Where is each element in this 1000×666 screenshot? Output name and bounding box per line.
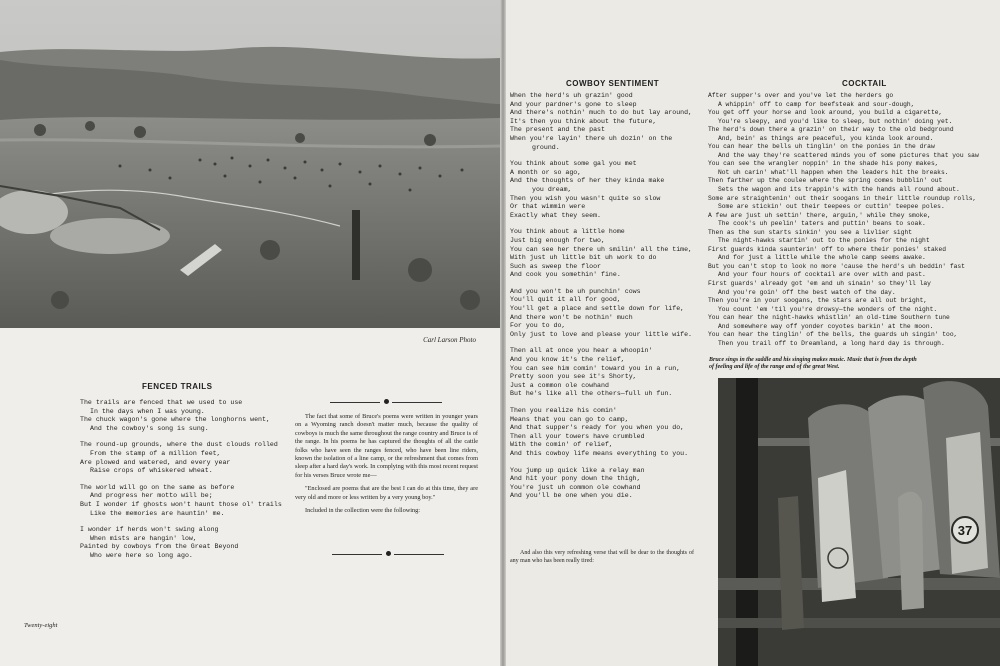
- stanza: [510, 228, 692, 280]
- poem-line: You think about some gal you met: [510, 160, 637, 168]
- saddles-on-fence-photo: [718, 378, 1000, 666]
- poem-line: Some are straightenin' out their soogans in their little roundup rolls,: [708, 194, 977, 202]
- poem-line: Just a common ole cowhand: [510, 381, 609, 389]
- poem-line: A whippin' off to camp for beefsteak and sour-dough,: [718, 100, 915, 108]
- poem-line: But you can't stop to look no more 'cause the herd's uh beddin' fast: [708, 262, 965, 270]
- poem-line: And somewhere way off yonder coyotes barkin' at the moon.: [718, 322, 934, 330]
- poem-line: Pretty soon you see it's Shorty,: [510, 373, 637, 381]
- prose-paragraph-2: "Enclosed are poems that are the best I can do at this time, they are very old and more or less written by a very young boy.": [295, 485, 478, 501]
- cowboy-sentiment-poem: [510, 92, 692, 509]
- poem-line: Or that wimmin were: [510, 203, 586, 211]
- poem-line: You're sleepy, and you'd like to sleep, but nothin' doing yet.: [718, 117, 953, 125]
- poem-line: And there's nothin' much to do but lay around,: [510, 109, 693, 117]
- poem-line: Then you wish you wasn't quite so slow: [510, 194, 661, 202]
- poem-line: For you to do,: [510, 322, 566, 330]
- poem-line: Then you're in your soogans, the stars are all out bright,: [708, 297, 928, 305]
- poem-line: And your four hours of cocktail are over with and past.: [718, 271, 926, 279]
- ornament-divider-bottom: [332, 551, 444, 557]
- poem-line: Only just to love and please your little wife.: [510, 330, 693, 338]
- prose-paragraph-1: The fact that some of Bruce's poems were written in younger years on a Wyoming ranch doesn't matter much, because the quality of cowboys is much the same throughout the range country and Bruce is of the range. In his poems he has captured the thoughts of all the cattle folks who have seen the ranges fenced, who have been line riders, known the isolation of a line camp, or the refreshment that comes from sleep after a hard day's work. In complying with this most recent request for his verses Bruce wrote me—: [295, 413, 478, 479]
- poem-line: From the stamp of a million feet,: [90, 449, 221, 457]
- poem-line: The cook's uh peelin' taters and puttin' beans to soak.: [718, 220, 926, 228]
- editorial-prose: [295, 413, 478, 520]
- cowboy-sentiment-title: COWBOY SENTIMENT: [566, 79, 660, 88]
- poem-line: And there won't be nothin' much: [510, 313, 633, 321]
- fenced-trails-title: FENCED TRAILS: [142, 382, 213, 391]
- stanza: [80, 526, 282, 560]
- stanza: [80, 441, 282, 475]
- stanza: [510, 92, 692, 152]
- poem-line: Raise crops of whiskered wheat.: [90, 467, 213, 475]
- poem-line: Like the memories are hauntin' me.: [90, 509, 225, 517]
- stanza: [510, 347, 692, 399]
- stanza: [510, 160, 692, 220]
- poem-line: Then as the sun starts sinkin' you see a livlier sight: [708, 228, 913, 236]
- poem-line: Exactly what they seem.: [510, 211, 602, 219]
- poem-line: You can see her there uh smilin' all the time,: [510, 245, 693, 253]
- poem-line: And you'll be one when you die.: [510, 492, 633, 500]
- cocktail-intro-paragraph: And also this very refreshing verse that will be dear to the thoughts of any man who has been really tired:: [510, 550, 694, 564]
- poem-line: You count 'em 'til you're drowsy—the wonders of the night.: [718, 305, 938, 313]
- poem-line: When you're layin' there uh dozin' on the: [510, 134, 673, 142]
- poem-line: And, bein' as things are peaceful, you kinda look around.: [718, 134, 934, 142]
- ranch-landscape-photo: [0, 0, 500, 328]
- fenced-trails-poem: [80, 399, 282, 569]
- poem-line: And that supper's ready for you when you do,: [510, 424, 685, 432]
- poem-line: And your pardner's gone to sleep: [510, 100, 637, 108]
- poem-line: When mists are hangin' low,: [90, 534, 197, 542]
- poem-line: A few are just uh settin' there, arguin,' while they smoke,: [708, 211, 931, 219]
- poem-line: Means that you can go to camp,: [510, 415, 629, 423]
- page-number: Twenty-eight: [24, 622, 58, 629]
- ornament-divider-top: [330, 399, 442, 405]
- poem-line: In the days when I was young.: [90, 407, 205, 415]
- poem-line: Painted by cowboys from the Great Beyond: [80, 543, 239, 551]
- poem-line: First guards' already got 'em and uh sinain' so they'll lay: [708, 280, 931, 288]
- stanza: [80, 399, 282, 433]
- poem-line: The chuck wagon's gone where the longhorns went,: [80, 416, 270, 424]
- poem-line: The herd's down there a grazin' on their way to the old bedground: [708, 126, 954, 134]
- poem-line: The round-up grounds, where the dust clouds rolled: [80, 441, 278, 449]
- poem-line: ground.: [532, 143, 560, 151]
- poem-line: And you know it's the relief,: [510, 356, 625, 364]
- poem-line: You'll quit it all for good,: [510, 296, 621, 304]
- poem-line: It's then you think about the future,: [510, 117, 657, 125]
- poem-line: Then you trail off to Dreamland, a long hard day is through.: [718, 339, 945, 347]
- poem-line: And you won't be uh punchin' cows: [510, 287, 641, 295]
- poem-line: The night-hawks startin' out to the ponies for the night: [718, 237, 930, 245]
- cocktail-title: COCKTAIL: [842, 79, 887, 88]
- prose-paragraph-3: Included in the collection were the following:: [305, 507, 421, 515]
- poem-line: But I wonder if ghosts won't haunt those ol' trails: [80, 500, 282, 508]
- poem-line: Such as sweep the floor: [510, 262, 602, 270]
- poem-line: You can hear the bells uh tinglin' on the ponies in the draw: [708, 143, 935, 151]
- stanza: [80, 484, 282, 518]
- poem-line: And this cowboy life means everything to you.: [510, 449, 689, 457]
- poem-line: Not uh carin' what'll happen when the leaders hit the breaks.: [718, 168, 949, 176]
- poem-line: The world will go on the same as before: [80, 483, 235, 491]
- poem-line: But he's like all the others—full uh fun.: [510, 390, 673, 398]
- poem-line: Some are stickin' out their teepees or cuttin' teepee poles.: [718, 203, 945, 211]
- poem-line: You can see the wrangler noppin' in the shade his pony makes,: [708, 160, 939, 168]
- photo-credit: Carl Larson Photo: [423, 336, 476, 344]
- poem-line: With just uh little bit uh work to do: [510, 254, 657, 262]
- poem-line: And the thoughts of her they kinda make: [510, 177, 665, 185]
- photo-caption: Bruce sings in the saddle and his singing makes music. Music that is from the depth of feeling and life of the range and of the great West.: [709, 357, 917, 371]
- poem-line: After supper's over and you've let the herders go: [708, 92, 894, 99]
- poem-line: And the cowboy's song is sung.: [90, 424, 209, 432]
- poem-line: Who were here so long ago.: [90, 551, 193, 559]
- poem-line: You can hear the tinglin' of the bells, the guards uh singin' too,: [708, 331, 958, 339]
- poem-line: You get off your horse and look around, you build a cigarette,: [708, 109, 943, 117]
- poem-line: When the herd's uh grazin' good: [510, 92, 633, 99]
- poem-line: And the way they're scattered minds you of some pictures that you saw: [718, 151, 979, 159]
- cocktail-intro-text: [510, 550, 694, 570]
- poem-line: Then farther up the coulee where the spring comes bubblin' out: [708, 177, 943, 185]
- poem-line: You jump up quick like a relay man: [510, 466, 645, 474]
- poem-line: And hit your pony down the thigh,: [510, 475, 641, 483]
- stanza: [510, 467, 692, 501]
- poem-line: You can see him comin' toward you in a run,: [510, 364, 681, 372]
- poem-line: First guards kinda saunterin' off to where their ponies' staked: [708, 245, 947, 253]
- cocktail-poem: [708, 92, 979, 348]
- poem-line: You think about a little home: [510, 228, 625, 236]
- saddle-number-tag: 37: [957, 523, 973, 538]
- poem-line: You can hear the night-hawks whistlin' an old-time Southern tune: [708, 314, 950, 322]
- poem-line: You're just uh common ole cowhand: [510, 483, 641, 491]
- poem-line: Then you realize his comin': [510, 407, 617, 414]
- poem-line: The trails are fenced that we used to use: [80, 399, 243, 406]
- poem-line: And for just a little while the whole camp seems awake.: [718, 254, 926, 262]
- poem-line: With the comin' of relief,: [510, 441, 613, 449]
- poem-line: I wonder if herds won't swing along: [80, 526, 219, 534]
- poem-line: And you're goin' off the best watch of the day.: [718, 288, 896, 296]
- poem-line: And progress her motto will be;: [90, 492, 213, 500]
- poem-line: Sets the wagon and its trappin's with the hands all round about.: [718, 186, 960, 194]
- poem-line: You'll get a place and settle down for life,: [510, 305, 685, 313]
- poem-line: A month or so ago,: [510, 168, 582, 176]
- stanza: [510, 288, 692, 340]
- poem-line: Then all your towers have crumbled: [510, 432, 645, 440]
- poem-line: And cook you somethin' fine.: [510, 271, 621, 279]
- poem-line: you dream,: [532, 185, 572, 193]
- poem-line: Then all at once you hear a whoopin': [510, 347, 653, 355]
- poem-line: Just big enough for two,: [510, 236, 605, 244]
- stanza: [510, 407, 692, 459]
- poem-line: Are plowed and watered, and every year: [80, 458, 231, 466]
- poem-line: The present and the past: [510, 126, 605, 134]
